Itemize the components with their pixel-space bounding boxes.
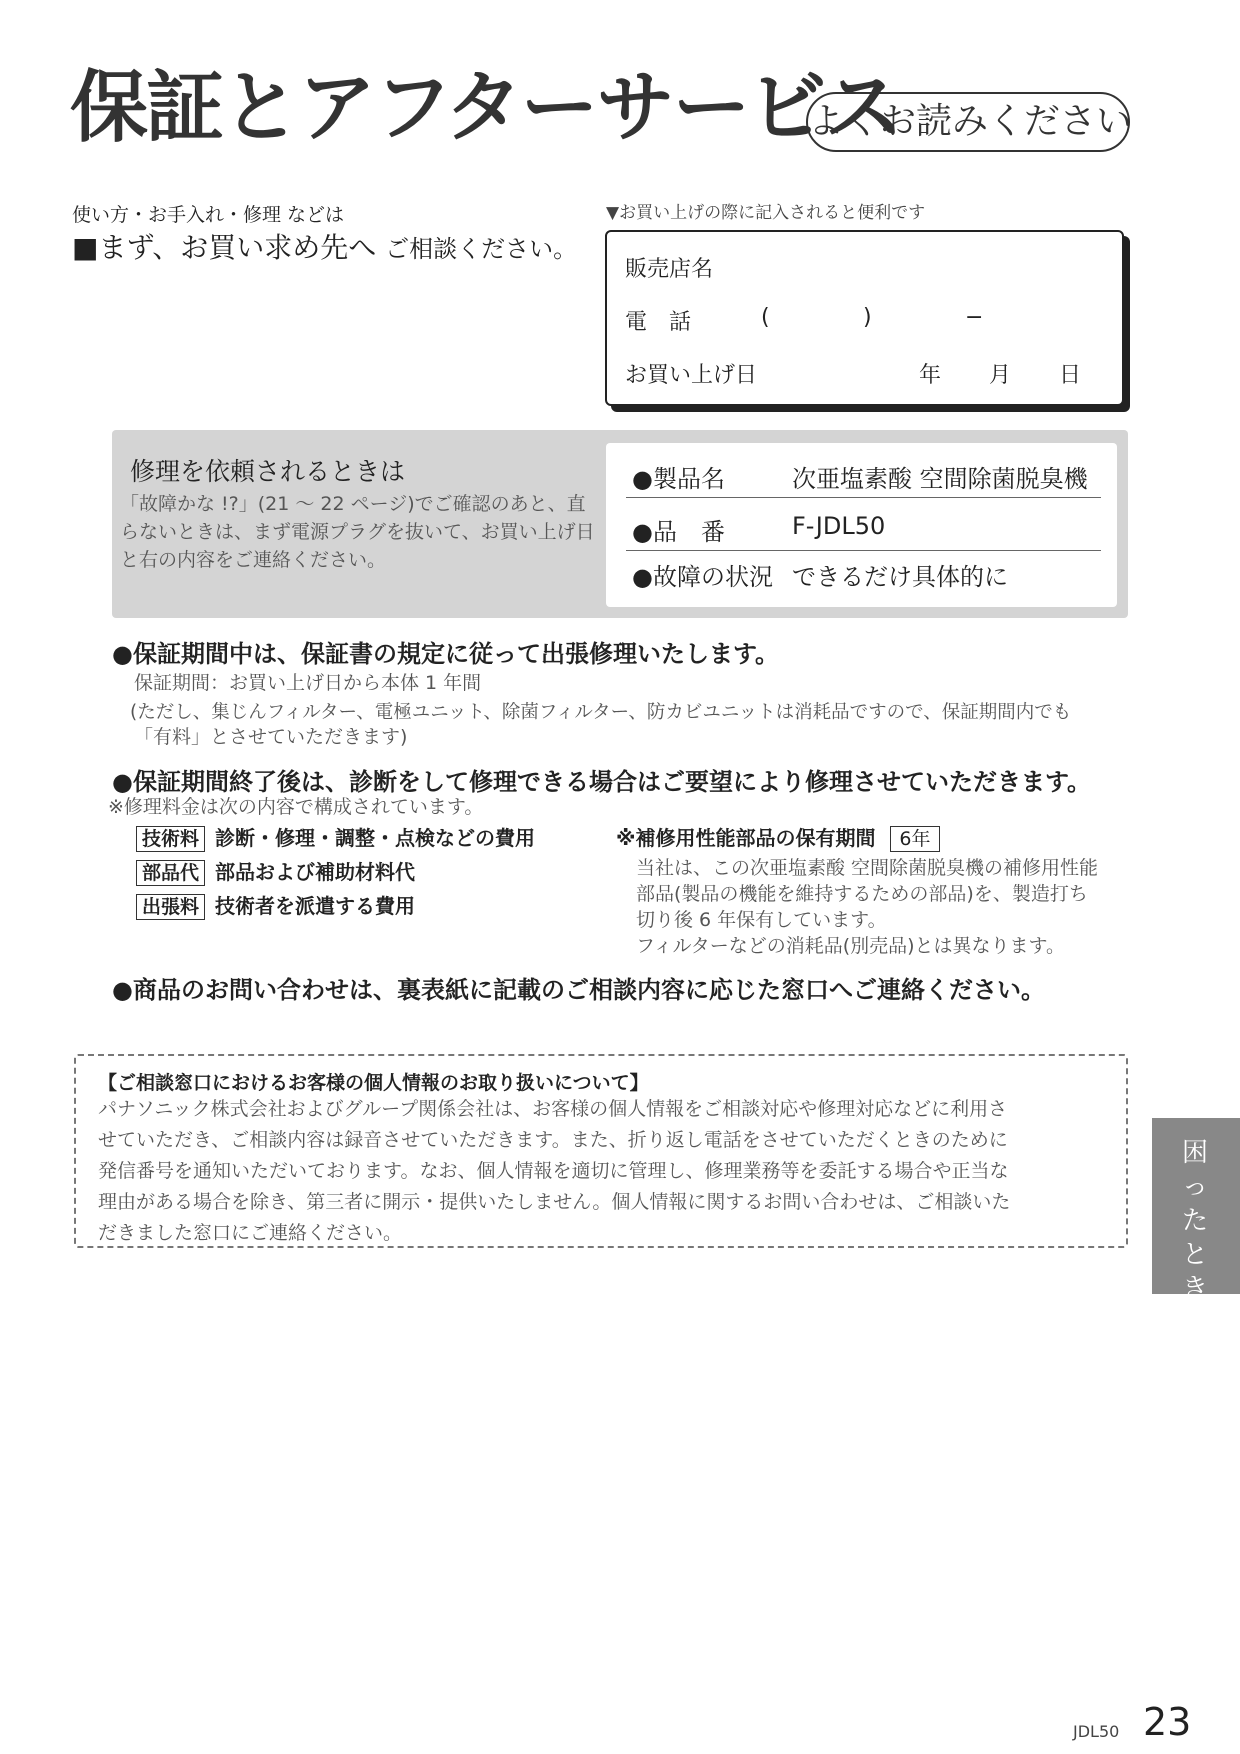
fee-tag: 技術料: [136, 826, 205, 852]
fee-row-technical: [136, 822, 535, 852]
repair-info-box: [606, 443, 1117, 607]
warranty-during-heading: ●保証期間中は、保証書の規定に従って出張修理いたします。: [112, 640, 780, 668]
purchase-date-label: お買い上げ日: [625, 363, 758, 388]
shop-form-hint: ▼お買い上げの際に記入されると便利です: [606, 203, 926, 223]
privacy-heading: 【ご相談窓口におけるお客様の個人情報のお取り扱いについて】: [98, 1072, 649, 1094]
read-carefully-badge: よくお読みください: [806, 92, 1130, 152]
fee-row-parts: [136, 856, 415, 886]
phone-paren-close: ): [863, 305, 872, 330]
year-label: 年: [919, 363, 942, 388]
info-row-fault-status: [626, 545, 1101, 595]
warranty-note-line1: (ただし、集じんフィルター、電極ユニット、除菌フィルター、防カビユニットは消耗品ですので、保証期間内でも: [130, 702, 1072, 723]
info-row-model-number: [626, 500, 1101, 551]
repair-fee-note: ※修理料金は次の内容で構成されています。: [108, 796, 484, 818]
privacy-line: だきました窓口にご連絡ください。: [98, 1222, 403, 1244]
repair-request-heading: 修理を依頼されるときは: [130, 457, 406, 486]
parts-retention-line4: フィルターなどの消耗品(別売品)とは異なります。: [636, 935, 1066, 957]
fee-tag: 部品代: [136, 860, 205, 886]
phone-dash: −: [965, 305, 984, 330]
inquiry-heading: ●商品のお問い合わせは、裏表紙に記載のご相談内容に応じた窓口へご連絡ください。: [112, 976, 1045, 1004]
warranty-after-heading: ●保証期間終了後は、診断をして修理できる場合はご要望により修理させていただきます。: [112, 768, 1092, 796]
privacy-line: パナソニック株式会社およびグループ関係会社は、お客様の個人情報をご相談対応や修理対応などに利用さ: [98, 1098, 1008, 1120]
consult-main-rest: ご相談ください。: [385, 235, 578, 263]
parts-retention-line1: 当社は、この次亜塩素酸 空間除菌脱臭機の補修用性能: [636, 857, 1099, 879]
fee-desc: 技術者を派遣する費用: [215, 894, 416, 918]
parts-retention-label: ※補修用性能部品の保有期間: [616, 826, 876, 850]
fee-row-travel: [136, 890, 415, 920]
parts-retention-line2: 部品(製品の機能を維持するための部品)を、製造打ち: [636, 883, 1088, 905]
day-label: 日: [1059, 363, 1082, 388]
privacy-line: せていただき、ご相談内容は録音させていただきます。また、折り返し電話をさせていただくときのために: [98, 1129, 1008, 1151]
info-value: できるだけ具体的に: [792, 563, 1008, 591]
parts-retention-heading: [616, 822, 940, 852]
info-label: ●故障の状況: [632, 563, 773, 591]
shop-info-form: [605, 230, 1124, 406]
privacy-line: 発信番号を通知いただいております。なお、個人情報を適切に管理し、修理業務等を委託する場合や正当な: [98, 1160, 1009, 1182]
consult-main: [72, 226, 577, 266]
warranty-period: 保証期間：お買い上げ日から本体 1 年間: [134, 672, 482, 694]
fee-tag: 出張料: [136, 894, 205, 920]
info-label: ●製品名: [632, 465, 725, 493]
section-side-tab-label: 困ったとき: [1181, 1138, 1208, 1304]
month-label: 月: [989, 363, 1012, 388]
info-value: F-JDL50: [792, 512, 886, 540]
info-row-product-name: [626, 447, 1101, 498]
parts-retention-line3: 切り後 6 年保有しています。: [636, 909, 887, 931]
phone-paren-open: (: [761, 305, 770, 330]
page-number: 23: [1143, 1700, 1192, 1744]
privacy-line: 理由がある場合を除き、第三者に開示・提供いたしません。個人情報に関するお問い合わせは、ご相談いた: [98, 1191, 1011, 1213]
privacy-text: [98, 1094, 1098, 1249]
fee-desc: 部品および補助材料代: [215, 860, 416, 884]
info-value: 次亜塩素酸 空間除菌脱臭機: [792, 465, 1088, 493]
fee-desc: 診断・修理・調整・点検などの費用: [215, 826, 536, 850]
info-label: ●品 番: [632, 518, 725, 546]
phone-label: 電 話: [625, 310, 692, 335]
page-title: 保証とアフターサービス: [70, 63, 901, 153]
repair-request-text: 「故障かな !?」(21 ～ 22 ページ)でご確認のあと、直らないときは、まず電源プラグを抜いて、お買い上げ日と右の内容をご連絡ください。: [120, 493, 595, 571]
consult-main-bold: ■まず、お買い求め先へ: [72, 231, 377, 264]
footer-model: JDL50: [1073, 1722, 1120, 1741]
consult-small-note: 使い方・お手入れ・修理 などは: [72, 204, 345, 226]
warranty-note-line2: 「有料」とさせていただきます): [134, 726, 408, 748]
parts-retention-years: 6年: [890, 826, 939, 852]
store-name-label: 販売店名: [625, 257, 714, 282]
